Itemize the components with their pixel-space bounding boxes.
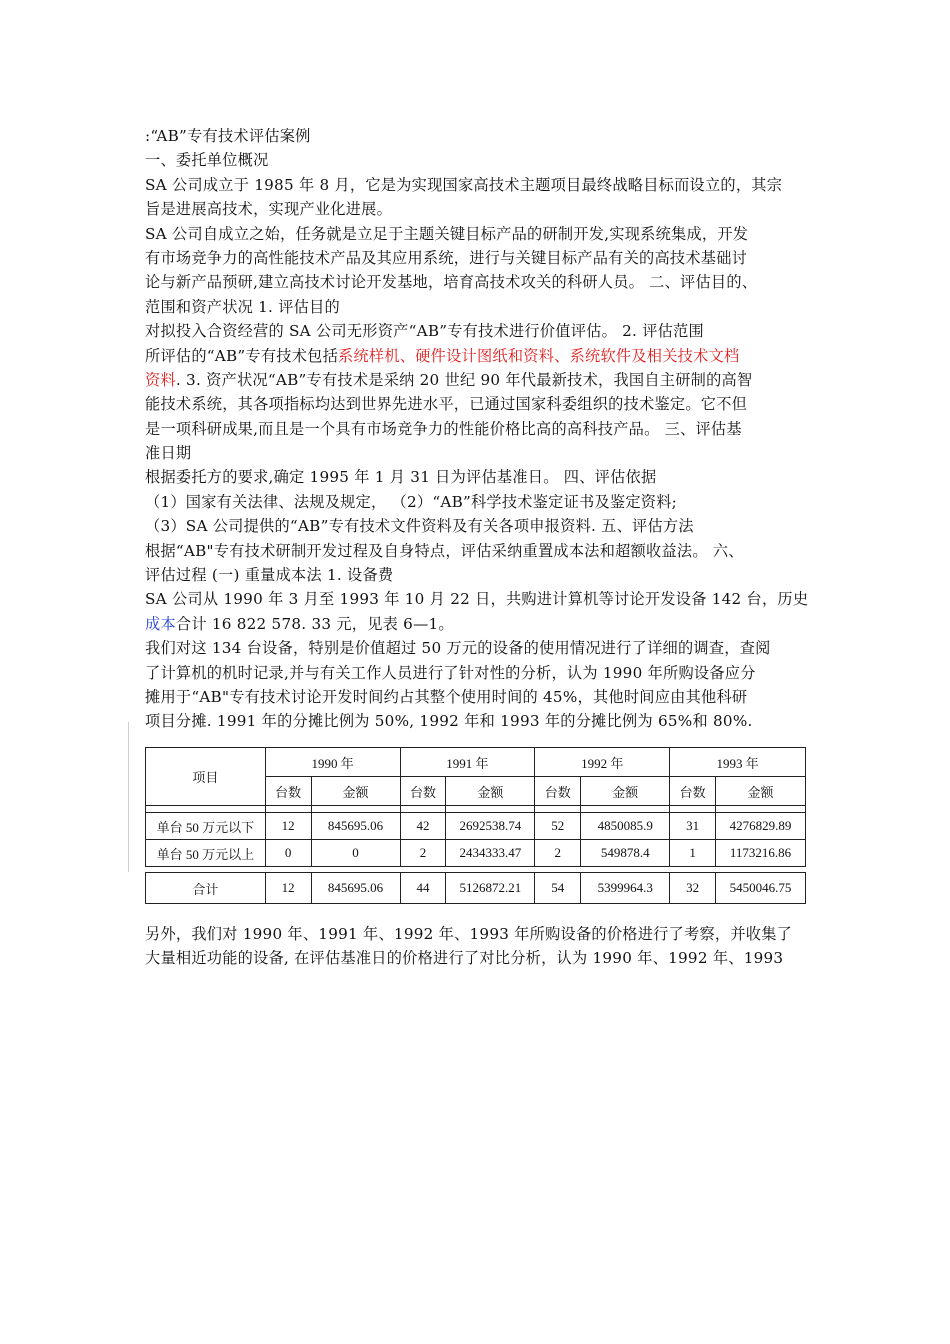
count-header: 台数: [265, 777, 311, 806]
text-segment: 所评估的“AB”专有技术包括: [145, 346, 339, 365]
text-segment: 根据委托方的要求,确定 1995 年 1 月 31 日为评估基准日。 四、评估依据: [145, 468, 657, 487]
count-header: 台数: [670, 777, 716, 806]
text-line: 另外，我们对 1990 年、1991 年、1992 年、1993 年所购设备的价格进行了考察，并收集了: [145, 925, 793, 943]
table-cell: 0: [311, 840, 400, 867]
text-line: [145, 465, 825, 489]
highlighted-text: 系统样机、硬件设计图纸和资料、系统软件及相关技术文档: [338, 346, 740, 365]
text-segment: 项目分摊. 1991 年的分摊比例为 50%, 1992 年和 1993 年的分摊比例为 65%和 80%.: [145, 712, 753, 731]
text-segment: 能技术系统，其各项指标均达到世界先进水平，已通过国家科委组织的技术鉴定。它不但: [145, 395, 748, 414]
table-cell: 2: [535, 840, 581, 867]
text-segment: 有市场竞争力的高性能技术产品及其应用系统，进行与关键目标产品有关的高技术基础讨: [145, 248, 748, 267]
text-segment: 合计 16 822 578. 33 元，见表 6—1。: [175, 614, 454, 633]
text-line: [145, 270, 825, 294]
text-line: [145, 344, 825, 368]
count-header: 台数: [535, 777, 581, 806]
text-line: [145, 392, 825, 416]
text-segment: （3）SA 公司提供的“AB”专有技术文件资料及有关各项申报资料. 五、评估方法: [145, 517, 694, 536]
text-line: [145, 368, 825, 392]
year-header: 1990 年: [265, 748, 400, 777]
text-line: [145, 197, 825, 221]
text-segment: 根据“AB"专有技术研制开发过程及自身特点，评估采纳重置成本法和超额收益法。 六、: [145, 541, 744, 560]
table-cell: 845695.06: [311, 873, 400, 904]
table-cell: 32: [670, 873, 716, 904]
text-line: [145, 319, 825, 343]
text-segment: 了计算机的机时记录,并与有关工作人员进行了针对性的分析，认为 1990 年所购设备应分: [145, 663, 756, 682]
text-line: [145, 490, 825, 514]
table-row: [146, 813, 806, 840]
equipment-table: [145, 747, 806, 867]
table-cell: 52: [535, 813, 581, 840]
table-cell: 44: [400, 873, 446, 904]
text-line: [145, 124, 825, 148]
table-cell: 2692538.74: [446, 813, 535, 840]
text-line: [145, 587, 825, 611]
text-segment: 准日期: [145, 444, 192, 463]
year-header: 1991 年: [400, 748, 535, 777]
text-line: [145, 173, 825, 197]
amount-header: 金额: [446, 777, 535, 806]
text-segment: SA 公司成立于 1985 年 8 月，它是为实现国家高技术主题项目最终战略目标而设立的，其宗: [145, 175, 783, 194]
table-cell: 845695.06: [311, 813, 400, 840]
table-cell: 4850085.9: [581, 813, 670, 840]
year-header: 1993 年: [670, 748, 806, 777]
table-cell: 5126872.21: [446, 873, 535, 904]
table-cell: 0: [265, 840, 311, 867]
text-line: [145, 612, 825, 636]
text-line: [145, 246, 825, 270]
item-header: 项目: [146, 748, 266, 806]
row-label: 单台 50 万元以上: [146, 840, 266, 867]
text-segment: . 3. 资产状况“AB”专有技术是采纳 20 世纪 90 年代最新技术，我国自主研制的高智: [175, 370, 753, 389]
text-segment: （1）国家有关法律、法规及规定， （2）“AB”科学技术鉴定证书及鉴定资料;: [145, 492, 678, 511]
text-line: [145, 295, 825, 319]
margin-line: [128, 722, 129, 872]
total-label: 合计: [146, 873, 266, 904]
text-segment: 一、委托单位概况: [145, 151, 269, 170]
text-segment: :“AB”专有技术评估案例: [145, 127, 311, 145]
text-line: 大量相近功能的设备, 在评估基准日的价格进行了对比分析，认为 1990 年、1992 年、1993: [145, 949, 784, 968]
amount-header: 金额: [581, 777, 670, 806]
table-cell: 4276829.89: [716, 813, 806, 840]
table-cell: 31: [670, 813, 716, 840]
text-line: [145, 636, 825, 660]
link-text[interactable]: 成本: [145, 614, 176, 633]
text-segment: 论与新产品预研,建立高技术讨论开发基地，培育高技术攻关的科研人员。 二、评估目的、: [145, 273, 758, 292]
text-segment: 我们对这 134 台设备，特别是价值超过 50 万元的设备的使用情况进行了详细的调查，查阅: [145, 639, 771, 658]
text-line: [145, 709, 825, 733]
text-line: [145, 148, 825, 172]
text-line: [145, 222, 825, 246]
year-header: 1992 年: [535, 748, 670, 777]
text-segment: 评估过程 (一) 重量成本法 1. 设备费: [145, 566, 394, 585]
table-cell: 2: [400, 840, 446, 867]
count-header: 台数: [400, 777, 446, 806]
text-segment: 范围和资产状况 1. 评估目的: [145, 297, 340, 316]
text-line: [145, 563, 825, 587]
text-line: [145, 514, 825, 538]
text-line: [145, 661, 825, 685]
amount-header: 金额: [716, 777, 806, 806]
text-segment: 是一项科研成果,而且是一个具有市场竞争力的性能价格比高的高科技产品。 三、评估基: [145, 419, 742, 438]
table-cell: 1173216.86: [716, 840, 806, 867]
table-cell: 42: [400, 813, 446, 840]
table-cell: 549878.4: [581, 840, 670, 867]
table-cell: 1: [670, 840, 716, 867]
text-segment: 旨是进展高技术，实现产业化进展。: [145, 200, 392, 219]
highlighted-text: 资料: [145, 370, 176, 389]
document-body: [145, 124, 825, 734]
table-cell: 5450046.75: [716, 873, 806, 904]
text-line: [145, 539, 825, 563]
text-line: [145, 441, 825, 465]
total-row: [146, 873, 806, 904]
table-row: [146, 840, 806, 867]
text-segment: SA 公司自成立之始，任务就是立足于主题关键目标产品的研制开发,实现系统集成，开发: [145, 224, 749, 243]
text-line: [145, 417, 825, 441]
table-cell: 5399964.3: [581, 873, 670, 904]
text-segment: 摊用于“AB"专有技术讨论开发时间约占其整个使用时间的 45%，其他时间应由其他科研: [145, 687, 748, 706]
text-segment: 对拟投入合资经营的 SA 公司无形资产“AB”专有技术进行价值评估。 2. 评估范围: [145, 322, 704, 341]
total-table: [145, 872, 806, 904]
table-cell: 2434333.47: [446, 840, 535, 867]
closing-paragraph: [145, 922, 825, 971]
amount-header: 金额: [311, 777, 400, 806]
table-cell: 54: [535, 873, 581, 904]
text-line: [145, 685, 825, 709]
text-segment: SA 公司从 1990 年 3 月至 1993 年 10 月 22 日，共购进计算机等讨论开发设备 142 台，历史: [145, 590, 809, 609]
table-cell: 12: [265, 813, 311, 840]
table-cell: 12: [265, 873, 311, 904]
row-label: 单台 50 万元以下: [146, 813, 266, 840]
